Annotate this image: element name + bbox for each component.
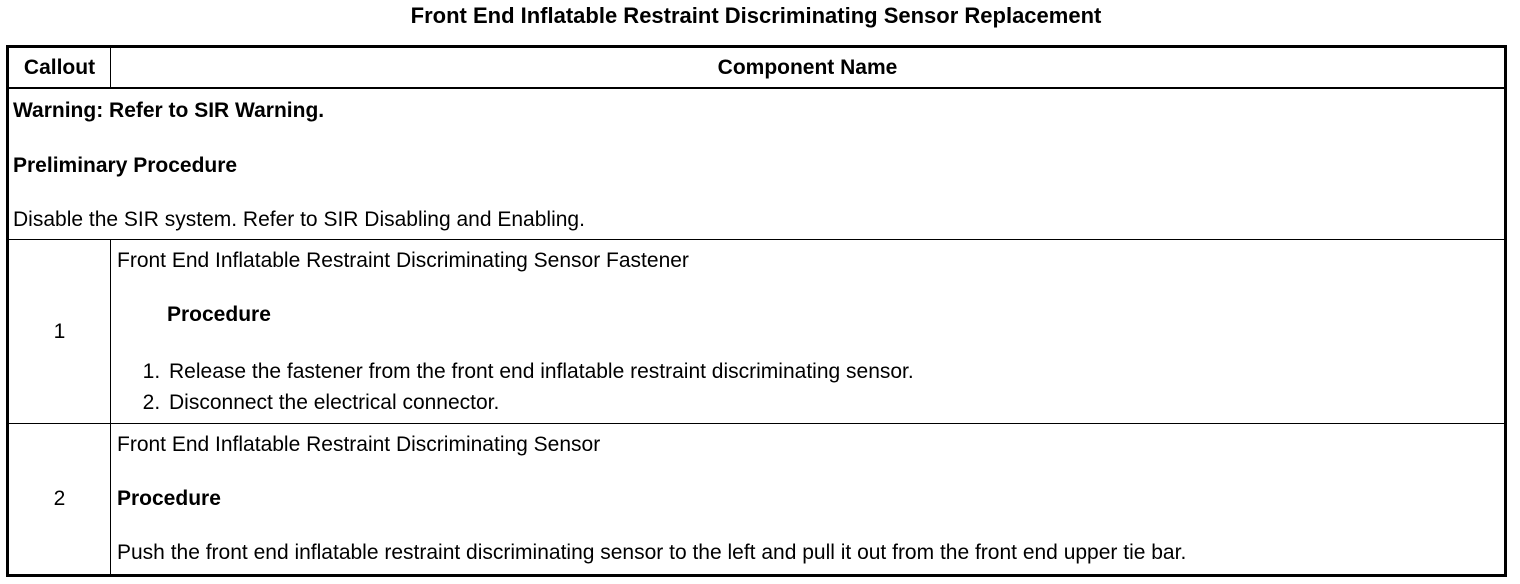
- preliminary-row: [8, 88, 1506, 240]
- warning-text: Warning: Refer to SIR Warning.: [13, 99, 325, 122]
- callout-number: 2: [8, 424, 111, 576]
- list-item: 2. Disconnect the electrical connector.: [166, 387, 1504, 418]
- preliminary-cell: [8, 88, 1506, 240]
- procedure-label: Procedure: [117, 487, 221, 510]
- component-cell: [111, 240, 1506, 424]
- procedure-steps: [117, 356, 1504, 418]
- callout-number: 1: [8, 240, 111, 424]
- component-name: Front End Inflatable Restraint Discriminating Sensor Fastener: [117, 249, 689, 272]
- preliminary-text: Disable the SIR system. Refer to SIR Disabling and Enabling.: [13, 208, 585, 231]
- table-row: [8, 424, 1506, 576]
- page-title: Front End Inflatable Restraint Discriminating Sensor Replacement: [410, 3, 1102, 28]
- preliminary-heading: Preliminary Procedure: [13, 154, 238, 177]
- header-component-name: Component Name: [111, 47, 1506, 89]
- header-callout: Callout: [8, 47, 111, 89]
- procedure-text: Push the front end inflatable restraint discriminating sensor to the left and pull it out from the front end upper tie bar.: [117, 541, 1187, 564]
- table-row: [8, 240, 1506, 424]
- component-cell: [111, 424, 1506, 576]
- procedure-label: Procedure: [167, 303, 271, 326]
- component-name: Front End Inflatable Restraint Discriminating Sensor: [117, 433, 601, 456]
- table-header-row: [8, 47, 1506, 89]
- list-item: 1. Release the fastener from the front end inflatable restraint discriminating sensor.: [166, 356, 1504, 387]
- procedure-table: [6, 45, 1507, 577]
